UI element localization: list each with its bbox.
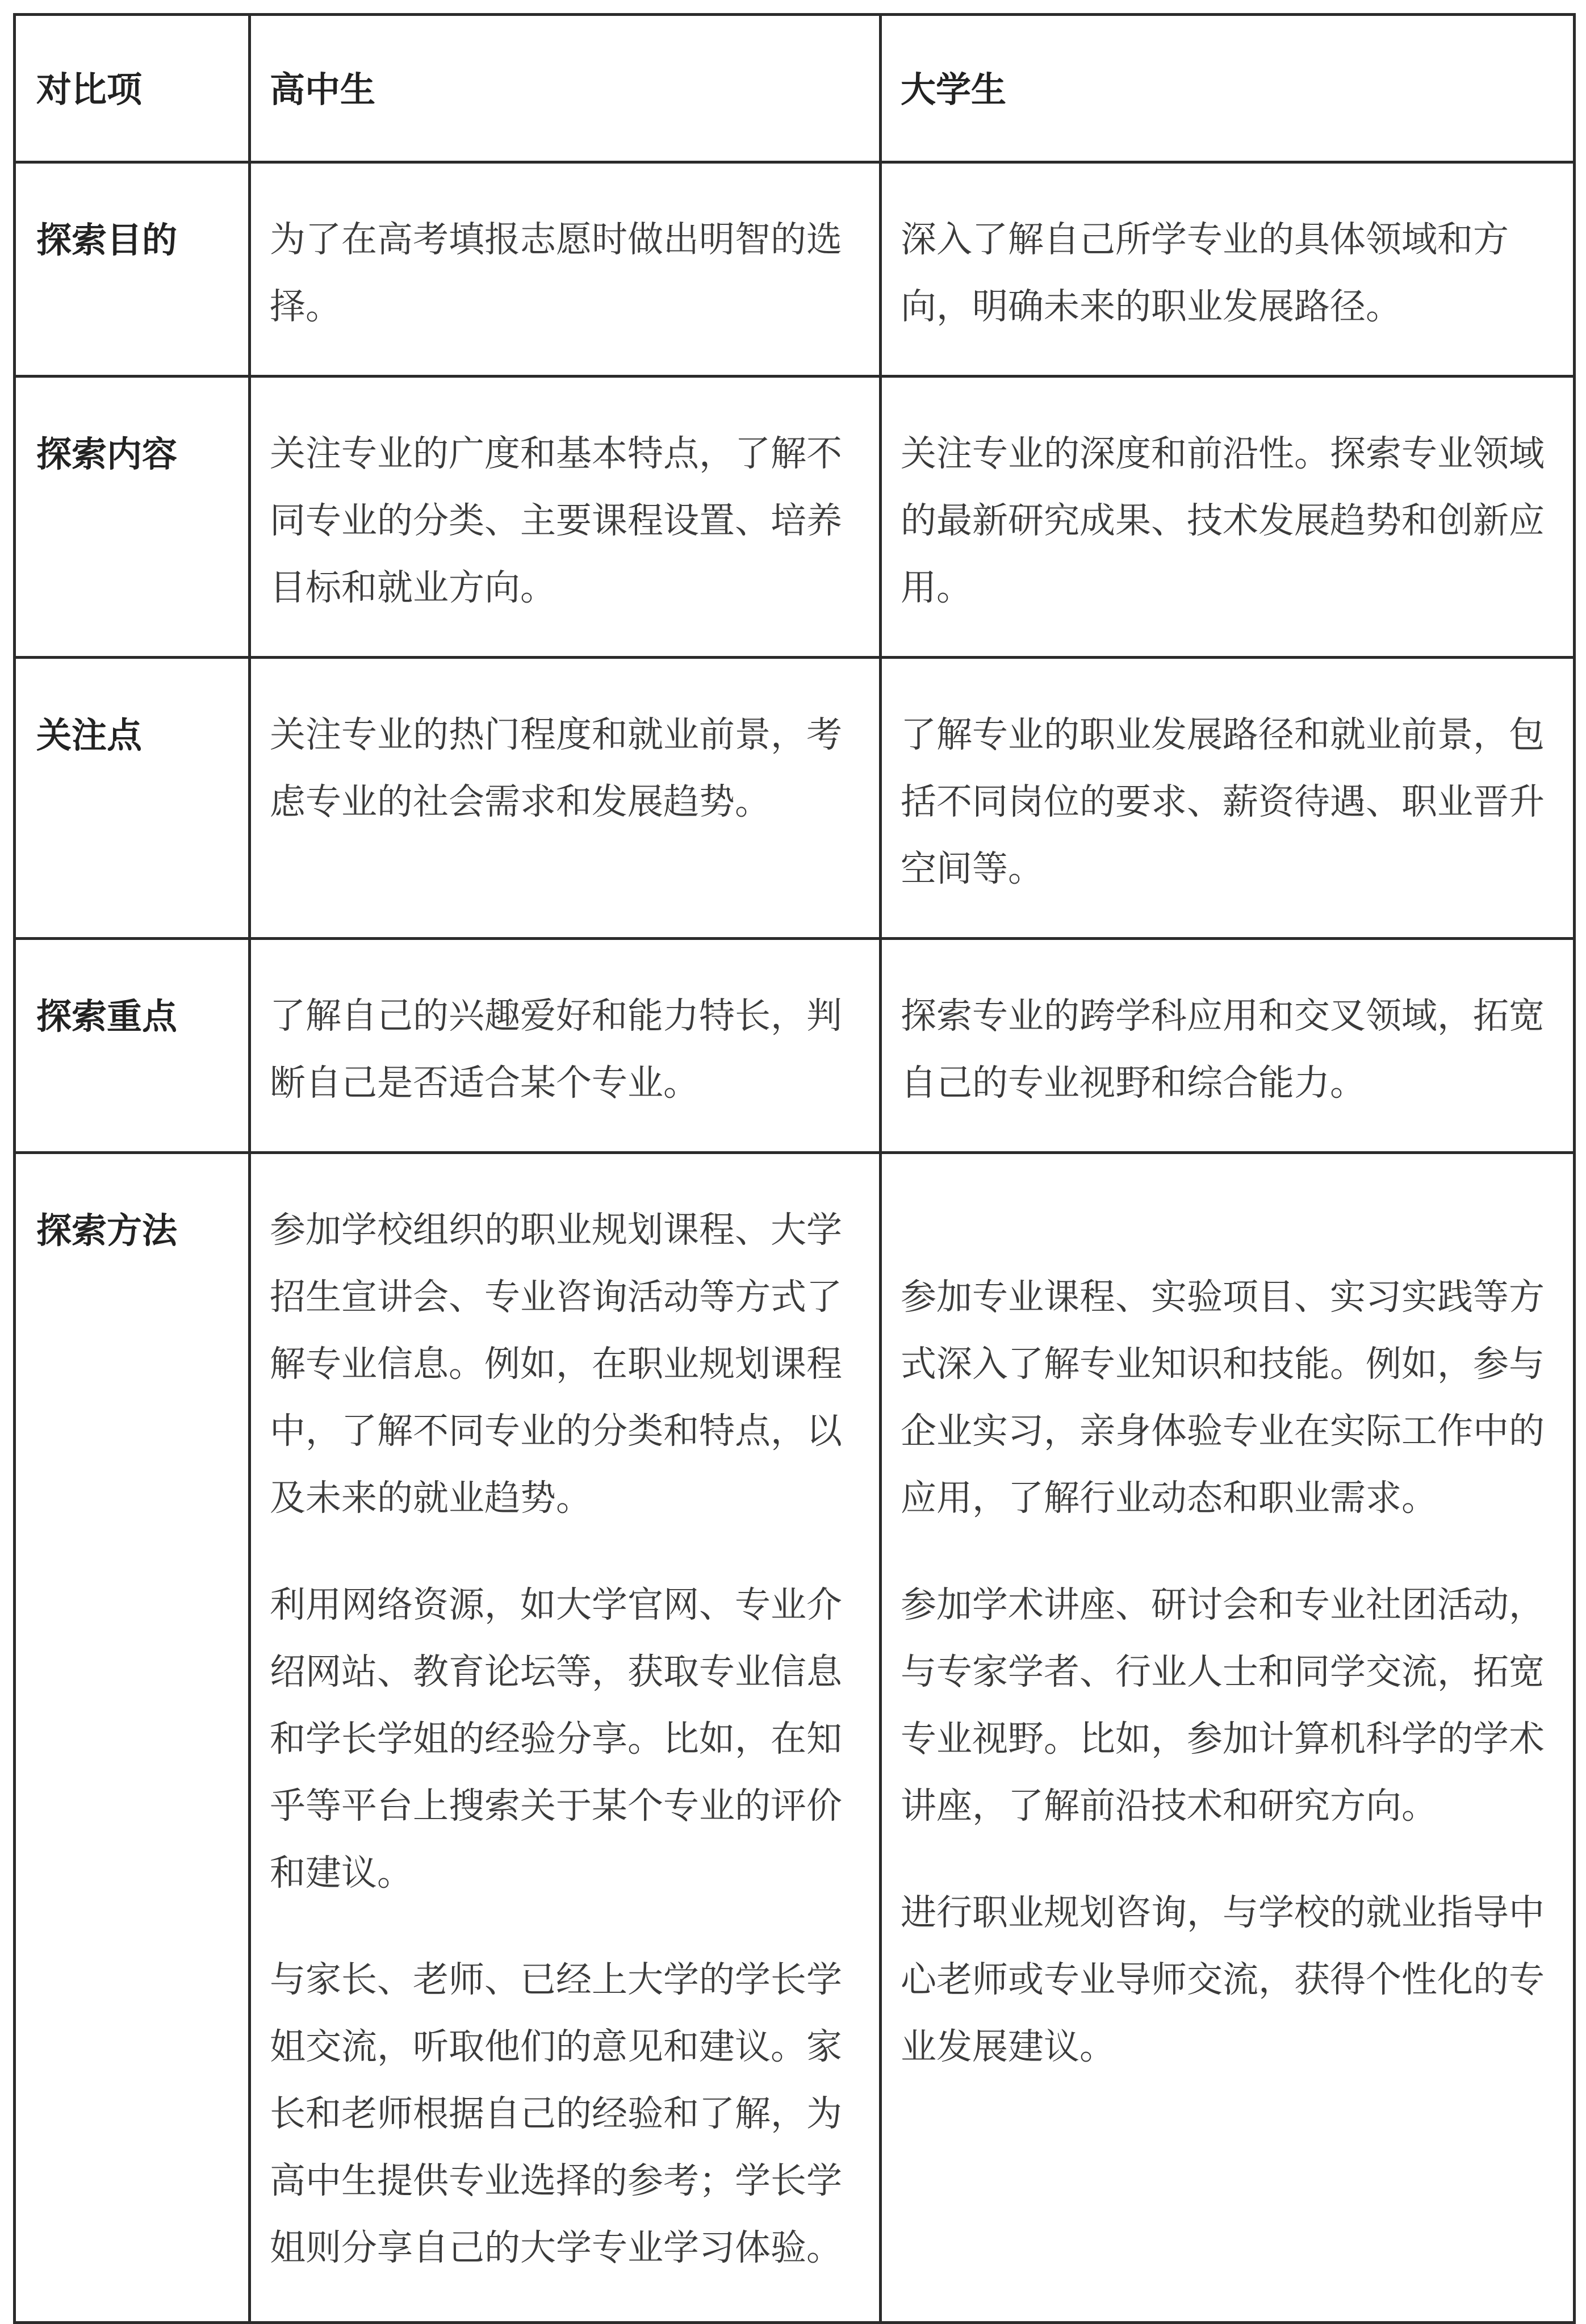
method-college-text <box>882 1154 1573 2080</box>
table-header-row <box>15 15 1575 162</box>
high-school-cell <box>250 377 881 658</box>
table-row-method <box>15 1153 1575 2323</box>
table-row-key-point <box>15 939 1575 1153</box>
method-college-paragraph: 参加学术讲座、研讨会和专业社团活动，与专家学者、行业人士和同学交流，拓宽专业视野。比如，参加计算机科学的学术讲座，了解前沿技术和研究方向。 <box>901 1584 1545 1826</box>
purpose-college-text: 深入了解自己所学专业的具体领域和方向，明确未来的职业发展路径。 <box>901 219 1509 327</box>
content-high-school-text: 关注专业的广度和基本特点，了解不同专业的分类、主要课程设置、培养目标和就业方向。 <box>270 433 842 608</box>
high-school-cell <box>250 939 881 1153</box>
row-label-cell <box>15 939 250 1153</box>
header-label-item: 对比项 <box>36 69 143 110</box>
row-label-cell <box>15 1153 250 2323</box>
header-cell-high-school <box>250 15 881 162</box>
college-cell <box>881 162 1575 377</box>
college-cell <box>881 1153 1575 2323</box>
method-college-paragraph: 参加专业课程、实验项目、实习实践等方式深入了解专业知识和技能。例如，参与企业实习，亲身体验专业在实际工作中的应用，了解行业动态和职业需求。 <box>901 1276 1545 1519</box>
college-cell <box>881 939 1575 1153</box>
table-row-purpose <box>15 162 1575 377</box>
row-label-focus: 关注点 <box>36 714 143 756</box>
method-high-school-paragraph: 参加学校组织的职业规划课程、大学招生宣讲会、专业咨询活动等方式了解专业信息。例如，在职业规划课程中，了解不同专业的分类和特点，以及未来的就业趋势。 <box>270 1209 842 1519</box>
row-label-cell <box>15 377 250 658</box>
table-row-content <box>15 377 1575 658</box>
table-row-focus <box>15 658 1575 939</box>
header-cell-college <box>881 15 1575 162</box>
comparison-table <box>13 13 1576 2324</box>
focus-high-school-text: 关注专业的热门程度和就业前景，考虑专业的社会需求和发展趋势。 <box>270 714 842 822</box>
header-label-high-school: 高中生 <box>270 69 376 110</box>
header-label-college: 大学生 <box>901 69 1007 110</box>
method-college-paragraph: 进行职业规划咨询，与学校的就业指导中心老师或专业导师交流，获得个性化的专业发展建议。 <box>901 1892 1545 2067</box>
row-label-content: 探索内容 <box>36 433 178 475</box>
focus-college-text: 了解专业的职业发展路径和就业前景，包括不同岗位的要求、薪资待遇、职业晋升空间等。 <box>901 714 1545 889</box>
row-label-purpose: 探索目的 <box>36 219 178 261</box>
content-college-text: 关注专业的深度和前沿性。探索专业领域的最新研究成果、技术发展趋势和创新应用。 <box>901 433 1545 608</box>
row-label-key-point: 探索重点 <box>36 996 178 1037</box>
row-label-cell <box>15 658 250 939</box>
method-high-school-paragraph: 与家长、老师、已经上大学的学长学姐交流，听取他们的意见和建议。家长和老师根据自己的经验和了解，为高中生提供专业选择的参考；学长学姐则分享自己的大学专业学习体验。 <box>270 1959 842 2268</box>
key-point-college-text: 探索专业的跨学科应用和交叉领域，拓宽自己的专业视野和综合能力。 <box>901 995 1545 1104</box>
row-label-cell <box>15 162 250 377</box>
row-label-method: 探索方法 <box>36 1210 178 1251</box>
high-school-cell <box>250 658 881 939</box>
high-school-cell <box>250 1153 881 2323</box>
method-high-school-text <box>251 1154 879 2281</box>
header-cell-item <box>15 15 250 162</box>
method-high-school-paragraph: 利用网络资源，如大学官网、专业介绍网站、教育论坛等，获取专业信息和学长学姐的经验分享。比如，在知乎等平台上搜索关于某个专业的评价和建议。 <box>270 1584 842 1894</box>
high-school-cell <box>250 162 881 377</box>
college-cell <box>881 658 1575 939</box>
key-point-high-school-text: 了解自己的兴趣爱好和能力特长，判断自己是否适合某个专业。 <box>270 995 842 1104</box>
purpose-high-school-text: 为了在高考填报志愿时做出明智的选择。 <box>270 219 842 327</box>
college-cell <box>881 377 1575 658</box>
